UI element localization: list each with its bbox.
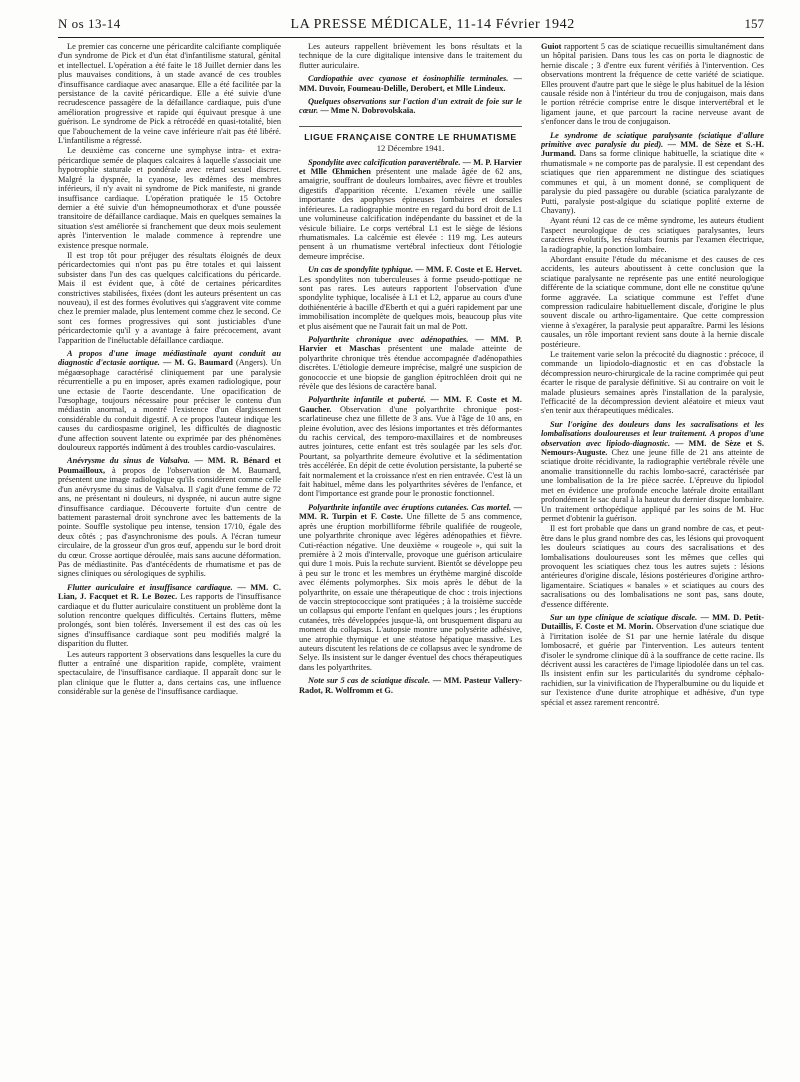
page-number: 157 <box>744 16 764 31</box>
abstract-text: rapportent 5 cas de sciatique recueillis simultanément dans un hôpital parisien. Dans tous les cas on porta le diagnostic de hernie discale ; 3 d'entre eux furent vérifiés à l'intervention. Ces observations montrent la fréquence de cette variété de sciatique. Elles prouvent d'autre part que le siège le plus habituel de la lésion causale réside non à l'intérieur du trou de conjugaison, mais dans le portion rétrécie comprise entre le disque intervertébral et le ligament jaune, et que parcourt la racine nerveuse avant de s'enfoncer dans le trou de conjugaison. <box>541 42 764 127</box>
abstract-title: Sur un type clinique de sciatique discale. <box>550 612 698 622</box>
abstract-text: Les rapports de l'insuffisance cardiaque et du flutter auriculaire constituent un problème dont la solution rencontre quelques difficultés. Certains flutters, même prolongés, sont bien tolérés. Inversement il est des cas où les signes d'insuffisance cardiaque sont peu modifiés malgré la disparition du flutter. <box>58 592 281 649</box>
paragraph: Le premier cas concerne une péricardite calcifiante compliquée d'un syndrome de Pick et d'un état d'infantilisme statural, génital et intellectuel. L'opération a été faite le 18 Juillet dernier dans les plus mauvaises conditions, à un stade avancé de ces troubles d'insuffisance cardiaque avec anasarque. Elle a été facilitée par la persistance de la cavité péricardique. Elle a été suivie d'une recrudescence passagère de la défaillance cardiaque, puis d'une amélioration progressive et rapide qui équivaut presque à une guérison. Le syndrome de Pick a rétrocédé en quasi-totalité, bien que l'abouchement de la veine cave inférieure n'ait pas été libéré. L'infantilisme a régressé. <box>58 42 281 146</box>
abstract-authors: — MM. R. Turpin et F. Coste. <box>299 502 522 522</box>
abstract-entry <box>299 395 522 498</box>
abstract-text: présentent une malade âgée de 62 ans, amaigrie, souffrant de douleurs lombaires, avec fièvre et troubles digestifs d'apparition récente. L'examen révèle une saillie importante des apophyses épineuses lombaires et dorsales inférieures. La radiographie montre en regard du bord droit de L1 une volumineuse calcification indépendante du bassinet et de la vésicule biliaire. Le corps vertébral L1 est le siège de lésions rhumatismales. La calcémie est élevée : 119 mg. Les auteurs pensent à un rhumatisme vertébral infectieux dont l'étiologie demeure imprécise. <box>299 167 522 261</box>
abstract-entry <box>299 503 522 672</box>
abstract-text: Chez une jeune fille de 21 ans atteinte de sciatique droite récidivante, la radiographie vertébrale révèle une anomalie transitionnelle du rachis lombo-sacré, caractérisée par une lombalisation de la 1re pièce sacrée. L'épreuve du lipiodol met en évidence une profonde encoche latérale droite entaillant profondément le sac dural à la hauteur du dernier disque lombaire. Un traitement orthopédique appliqué par les soins de M. Huc permet d'obtenir la guérison. <box>541 448 764 523</box>
abstract-entry <box>299 97 522 116</box>
paragraph: Les auteurs rapportent 3 observations dans lesquelles la cure du flutter a entraîné une disparition rapide, complète, vraiment spectaculaire, de l'insuffisance cardiaque. Il apparaît donc sur le plan clinique que le flutter a, dans certains cas, une influence considérable sur la genèse de l'insuffisance cardiaque. <box>58 649 281 697</box>
abstract-title: Flutter auriculaire et insuffisance cardiaque. <box>67 582 233 592</box>
abstract-entry <box>299 265 522 331</box>
abstract-text: (Angers). Un mégaœsophage caractérisé cliniquement par une paralysie récurrentielle a pu en imposer, après examen radiologique, pour une ectasie de l'aorte descendante. Une opacification de l'œsophage, toujours nécessaire pour préciser le contenu d'un médiastin anormal, a montré l'existence d'un élargissement considérable du conduit digestif. A ce propos l'auteur indique les causes du cardiospasme originel, les difficultés de diagnostic d'une affection souvent latente ou exprimée par des phénomènes douloureux rapportés indûment à des troubles cardio-vasculaires. <box>58 358 281 453</box>
abstract-entry <box>299 158 522 261</box>
abstract-title: Sur l'origine des douleurs dans les sacralisations et les lombalisations douloureuses et leur traitement. A propos d'une observation avec lipiodo-diagnostic. <box>541 419 764 448</box>
abstract-authors: — MM. P. Harvier et Maschas <box>299 334 522 354</box>
paragraph: Abordant ensuite l'étude du mécanisme et des causes de ces accidents, les auteurs aboutissent à cette conclusion que la sciatique paralysante ne représente pas une entité neurologique différente de la sciatique commune, dont elle ne constitue qu'une forme aggravée. La sciatique commune est l'effet d'une compression radiculaire habituellement discale, d'origine le plus souvent discale ou arthro-ligamentaire. Que cette compression vienne à s'exagérer, la paralysie peut apparaître. Parmi les lésions causales, un rôle important revient sans doute à la hernie discale postérieure. <box>541 254 764 349</box>
abstract-entry <box>541 42 764 127</box>
abstract-text: Une fillette de 5 ans commence, après une éruption morbilliforme fébrile qualifiée de rougeole, une polyarthrite chronique avec légères adénopathies et fièvre. Cuti-réaction négative. Une deuxième « rougeole », qui suit la première à 2 mois d'intervalle, provoque une guérison articulaire qui dure 1 mois. Puis la rechute survient. Bientôt se développe peu à peu sur le tronc et les membres un érythème marginé discoïde avec éléments polymorphes. Six mois après le début de la polyarthrite, on essaie une thérapeutique de choc : trois injections de vaccin streptococcique sont pratiquées ; à la troisième succède un collapsus qui emporte l'enfant en quelques jours ; les éruptions cutanées, très développées jusque-là, ont brusquement disparu au moment du collapsus. L'autopsie montre une polysérite adhésive, une atrophie thymique et une stéatose hépatique massive. Les auteurs discutent les relations de ce collapsus avec le syndrome de Selye. Ils insistent sur le danger éventuel des chocs thérapeutiques dans les polyarthrites. <box>299 512 522 672</box>
abstract-authors: — MM. Duvoir, Foumeau-Delille, Derobert, et Mlle Lindeux. <box>299 74 522 93</box>
abstract-authors: — Mme N. Dobrovolskaïa. <box>320 106 416 116</box>
abstract-authors: — MM. de Sèze et S. Nemours-Auguste. <box>541 438 764 458</box>
abstract-title: Anévrysme du sinus de Valsalva. <box>67 456 190 466</box>
abstract-authors: — M. P. Harvier et Mlle Œhmichen <box>299 157 522 177</box>
abstract-entry <box>541 613 764 707</box>
abstract-entry <box>541 131 764 216</box>
abstract-entry <box>299 335 522 391</box>
abstract-authors: Guiot <box>541 42 562 51</box>
paragraph: Il est trop tôt pour préjuger des résultats éloignés de deux péricardectomies qui n'ont pas pu être totales et qui laissent subsister dans l'un des cas quelques calcifications du péricarde. Mais il est évident que, à côté de certaines péricardites constrictives stabilisées, fixées (dont les auteurs présentent un cas nouveau), il est des formes évolutives qui s'aggravent vite comme chez le premier malade, plus lentement comme chez le second. Ce sont ces formes progressives qui sont justiciables d'une péricardectomie qu'il y a avantage à faire précocement, avant l'apparition de l'inéluctable défaillance cardiaque. <box>58 250 281 345</box>
abstract-authors: — MM. de Sèze et S.-H. Jurmand. <box>541 140 764 159</box>
column-right <box>541 42 764 1074</box>
abstract-title: Polyarthrite chronique avec adénopathies. <box>308 334 469 344</box>
abstract-text: Dans sa forme clinique habituelle, la sciatique dite « rhumatismale » ne comporte pas de paralysie. Il est cependant des sciatiques que rien apparemment ne distingue des sciatiques communes et qui, à un moment donné, se compliquent de paralysie du pied passagère ou durable (sciatica paralyzante de Putti, paralysie post-algique du sciatique poplité externe de Chavany). <box>541 149 764 215</box>
abstract-title: Cardiopathie avec cyanose et éosinophilie terminales. <box>308 74 509 84</box>
abstract-authors: — MM. F. Coste et M. Gaucher. <box>299 395 522 414</box>
abstract-text: Observation d'une polyarthrite chronique post-scarlatineuse chez une fillette de 3 ans. Vue à l'âge de 10 ans, en pleine évolution, avec des lésions importantes et très déformantes du rachis cervical, des temporo-maxillaires et de nombreuses autres jointures, cette enfant est très soulagée par les sels d'or. Pourtant, sa polyarthrite demeure évolutive et la sédimentation très accélérée. En dépit de cette évolution persistante, la puberté se fait normalement et la croissance n'est en rien entravée. C'est là un fait habituel, même dans les polyarthrites sévères de l'enfance, et dont l'importance est grande pour le pronostic fonctionnel. <box>299 404 522 499</box>
abstract-title: Spondylite avec calcification paravertébrale. <box>308 157 461 167</box>
abstract-authors: — MM. R. Bénard et Poumailloux, <box>58 456 281 475</box>
abstract-authors: — M. G. Baumard <box>162 358 233 368</box>
abstract-entry <box>58 456 281 578</box>
paragraph: Ayant réuni 12 cas de ce même syndrome, les auteurs étudient l'aspect neurologique de ces sciatiques paralysantes, leurs caractères évolutifs, les résultats fournis par l'examen électrique, la radiographie, la ponction lombaire. <box>541 216 764 254</box>
abstract-text: présentent une malade atteinte de polyarthrite chronique très étendue accompagnée d'adénopathies discrètes. L'étiologie demeure imprécise, malgré une suspicion de gonococcie et une biopsie de ganglion épitrochléen droit qui ne révèle que des lésions de caractère banal. <box>299 344 522 391</box>
abstract-title: Quelques observations sur l'action d'un extrait de foie sur le cœur. <box>299 97 522 116</box>
abstract-title: Polyarthrite infantile et puberté. <box>308 395 427 405</box>
paragraph: Il est fort probable que dans un grand nombre de cas, et peut-être dans le plus grand nombre des cas, les lésions qui provoquent les douleurs sciatiques au cours des sacralisations et des lombalisations douloureuses sont les mêmes que celles qui provoquent les sciatiques chez tous les autres sujets : lésions antérieures d'origine discale, lésions postérieures d'origine arthro-ligamentaire. Sciatiques « banales » et sciatiques au cours des sacralisations ou des lombalisations ne sont pas, sans doute, d'essence différente. <box>541 524 764 609</box>
abstract-entry <box>58 349 281 452</box>
abstract-title: Un cas de spondylite typhique. <box>308 265 414 275</box>
abstract-entry <box>541 420 764 523</box>
column-middle <box>299 42 522 1074</box>
abstract-authors: — MM. Pasteur Vallery-Radot, R. Wolfromm et G. <box>299 676 522 695</box>
abstract-entry <box>58 583 281 649</box>
page-header <box>58 16 764 38</box>
abstract-title: Note sur 5 cas de sciatique discale. <box>308 676 431 686</box>
article-columns <box>58 42 764 1074</box>
abstract-text: Les spondylites non tuberculeuses à forme pseudo-pottique ne sont pas rares. Les auteurs rapportent l'observation d'une spondylite typhique, localisée à L1 et L2, apparue au cours d'une dothiénentérie à bacille d'Eberth et qui a guéri rapidement par une immobilisation incomplète de quelques mois, beaucoup plus vite et plus aisément que ne l'aurait fait un mal de Pott. <box>299 274 522 331</box>
abstract-text: à propos de l'observation de M. Baumard, présentent une image radiologique qu'ils considèrent comme celle d'un anévrysme du sinus de Valsalva. Il s'agit d'une femme de 72 ans, ne présentant ni douleurs, ni dyspnée, ni aucun autre signe d'insuffisance cardiaque. Découverte fortuite d'un centre de battement parasternal droit synchrone avec les battements de la pointe. Souffle systolique peu intense, tension 17/10, égale des deux côtés ; pas d'asynchronisme des pouls. A l'écran tumeur circulaire, de la grosseur d'un gros œuf, appendu sur le bord droit du cœur. Crosse aortique déroulée, mais sans aucune déformation. Pas de médiastinite. Pas d'antécédents de rhumatisme et pas de signes cliniques ou sérologiques de syphilis. <box>58 465 281 579</box>
issue-number: N os 13-14 <box>58 16 121 31</box>
abstract-entry <box>299 676 522 695</box>
abstract-title: Le syndrome de sciatique paralysante (sciatique d'allure primitive avec paralysie du pied). <box>541 130 764 150</box>
abstract-title: A propos d'une image médiastinale ayant conduit au diagnostic d'ectasie aortique. <box>58 349 281 368</box>
abstract-authors: — MM. F. Coste et E. Hervet. <box>415 265 522 275</box>
abstract-authors: — MM. C. Lian, J. Facquet et R. Le Bozec. <box>58 582 281 602</box>
abstract-authors: — MM. D. Petit-Dutaillis, F. Coste et M. Morin. <box>541 612 764 632</box>
section-heading: LIGUE FRANÇAISE CONTRE LE RHUMATISME <box>299 126 522 142</box>
column-left <box>58 42 281 1074</box>
section-date: 12 Décembre 1941. <box>376 143 445 154</box>
paragraph: Les auteurs rappellent brièvement les bons résultats et la technique de la cure digitalique intensive dans le traitement du flutter auriculaire. <box>299 42 522 70</box>
paragraph: Le traitement varie selon la précocité du diagnostic : précoce, il commande un lipiodolo-diagnostic et en cas d'obstacle la décompression neuro-chirurgicale de la racine comprimée qui peut écarter le risque de paralysie définitive. Si au contraire on voit le malade plusieurs semaines après l'installation de la paralysie, l'efficacité de la décompression devient aléatoire et mieux vaut s'en tenir aux thérapeutiques médicales. <box>541 350 764 416</box>
journal-title: LA PRESSE MÉDICALE, 11-14 Février 1942 <box>290 17 575 32</box>
paragraph: Le deuxième cas concerne une symphyse intra- et extra-péricardique semée de plaques calcaires à laquelle s'associait une hypotrophie staturale et pondérale avec retard sexuel discret. Malgré la dyspnée, la cyanose, les œdèmes des membres inférieurs, il n'y avait ni syndrome de Pick manifeste, ni grande insuffisance cardiaque. L'opération pratiquée le 15 Octobre dernier a été suivie d'un hémopneumothorax et d'une poussée transitoire de défaillance cardiaque. Mais en quelques semaines la situation s'est améliorée si franchement que deux mois seulement après l'intervention le malade commence à reprendre une existence presque normale. <box>58 146 281 250</box>
abstract-title: Polyarthrite infantile avec éruptions cutanées. Cas mortel. <box>308 502 512 512</box>
abstract-text: Observation d'une sciatique due à l'irritation isolée de S1 par une hernie latérale du disque lombosacré, et guérie par l'intervention. Les auteurs tentent d'isoler le syndrome clinique dû à la souffrance de cette racine. Ils décrivent aussi les caractères de l'image lipiodolée dans un tel cas. Ils insistent enfin sur les particularités du syndrome céphalo-rachidien, sur la vinivification de l'hyperalbumine ou du liquide et sur l'existence d'une durite atrophique et adhésive, d'un type spécial et assez rarement rencontré. <box>541 622 764 707</box>
abstract-entry <box>299 74 522 93</box>
